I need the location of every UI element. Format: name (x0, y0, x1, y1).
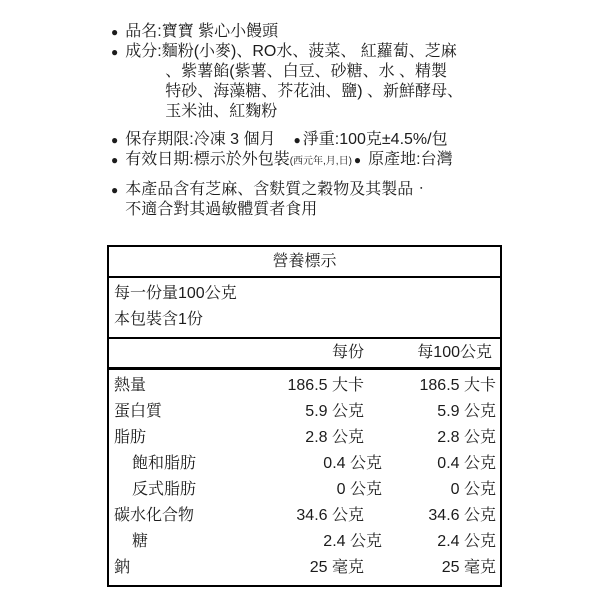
row-per-100g: 186.5 大卡 (419, 377, 496, 394)
ingredients-line-1: 成分:麵粉(小麥)、RO水、菠菜、 紅蘿蔔、芝麻 (125, 43, 457, 60)
row-per-serving: 0.4 公克 (323, 455, 382, 472)
bullet-icon: ● (111, 45, 119, 59)
row-label: 飽和脂肪 (132, 455, 197, 472)
row-per-100g: 0 公克 (450, 481, 496, 498)
serving-size-text: 每一份量100公克 (114, 285, 237, 302)
row-per-100g: 2.4 公克 (437, 533, 496, 550)
origin-text: 原產地:台灣 (368, 151, 453, 168)
row-per-serving: 0 公克 (336, 481, 382, 498)
row-per-100g: 34.6 公克 (428, 507, 496, 524)
row-label: 脂肪 (114, 429, 147, 446)
row-label: 鈉 (114, 559, 131, 576)
bullet-icon: ● (111, 153, 119, 167)
allergen-line-1: 本產品含有芝麻、含麩質之穀物及其製品‧ (125, 181, 430, 198)
bullet-icon: ● (111, 25, 119, 39)
servings-per-package-text: 本包裝含1份 (114, 311, 203, 328)
table-row-saturated-fat (109, 451, 500, 477)
net-weight-text: 淨重:100克±4.5%/包 (302, 131, 448, 148)
header-per-100g: 每100公克 (417, 344, 492, 361)
nutrition-table-title: 營養標示 (109, 247, 500, 278)
ingredients-row (111, 42, 531, 122)
expiry-origin-row (111, 150, 531, 172)
table-row-carbohydrate (109, 503, 500, 529)
bullet-icon: ● (293, 133, 301, 147)
row-per-100g: 2.8 公克 (437, 429, 496, 446)
row-label: 蛋白質 (114, 403, 163, 420)
storage-netweight-row (111, 130, 531, 150)
bullet-icon: ● (111, 183, 119, 197)
table-row-energy (109, 373, 500, 399)
ingredients-line-3: 特砂、海藻糖、芥花油、鹽) 、新鮮酵母、 (165, 83, 464, 100)
allergen-text (125, 180, 429, 220)
ingredients-text (125, 42, 463, 122)
row-per-serving: 25 毫克 (309, 559, 364, 576)
allergen-row (111, 180, 531, 220)
row-per-serving: 186.5 大卡 (287, 377, 364, 394)
table-row-sodium (109, 555, 500, 581)
bullet-icon: ● (111, 133, 119, 147)
table-row-trans-fat (109, 477, 500, 503)
row-label: 反式脂肪 (132, 481, 197, 498)
row-label: 糖 (132, 533, 149, 550)
row-per-serving: 34.6 公克 (296, 507, 364, 524)
table-row-sugar (109, 529, 500, 555)
row-label: 碳水化合物 (114, 507, 195, 524)
nutrition-body (109, 370, 500, 585)
row-per-100g: 0.4 公克 (437, 455, 496, 472)
header-blank-cell (109, 342, 264, 364)
product-name-text: 品名:寶寶 紫心小饅頭 (125, 23, 279, 40)
row-per-100g: 25 毫克 (441, 559, 496, 576)
header-per-serving: 每份 (331, 344, 364, 361)
expiry-date-text: 有效日期:標示於外包裝 (125, 151, 290, 168)
shelf-life-text: 保存期限:冷凍 3 個月 (125, 131, 276, 148)
allergen-line-2: 不適合對其過敏體質者食用 (125, 201, 318, 218)
bullet-icon: ● (353, 153, 362, 167)
row-per-serving: 5.9 公克 (305, 403, 364, 420)
nutrition-header-row (109, 339, 500, 370)
expiry-date-note: (西元年,月,日) (289, 156, 352, 167)
row-per-serving: 2.4 公克 (323, 533, 382, 550)
table-row-protein (109, 399, 500, 425)
row-per-100g: 5.9 公克 (437, 403, 496, 420)
product-name-row (111, 22, 531, 42)
ingredients-line-4: 玉米油、紅麴粉 (165, 103, 278, 120)
product-info-block (111, 22, 531, 220)
table-row-fat (109, 425, 500, 451)
row-per-serving: 2.8 公克 (305, 429, 364, 446)
serving-info-section (109, 278, 500, 339)
ingredients-line-2: 、紫薯餡(紫薯、白豆、砂糖、水 、精製 (165, 63, 448, 80)
row-label: 熱量 (114, 377, 147, 394)
nutrition-table (107, 245, 502, 587)
